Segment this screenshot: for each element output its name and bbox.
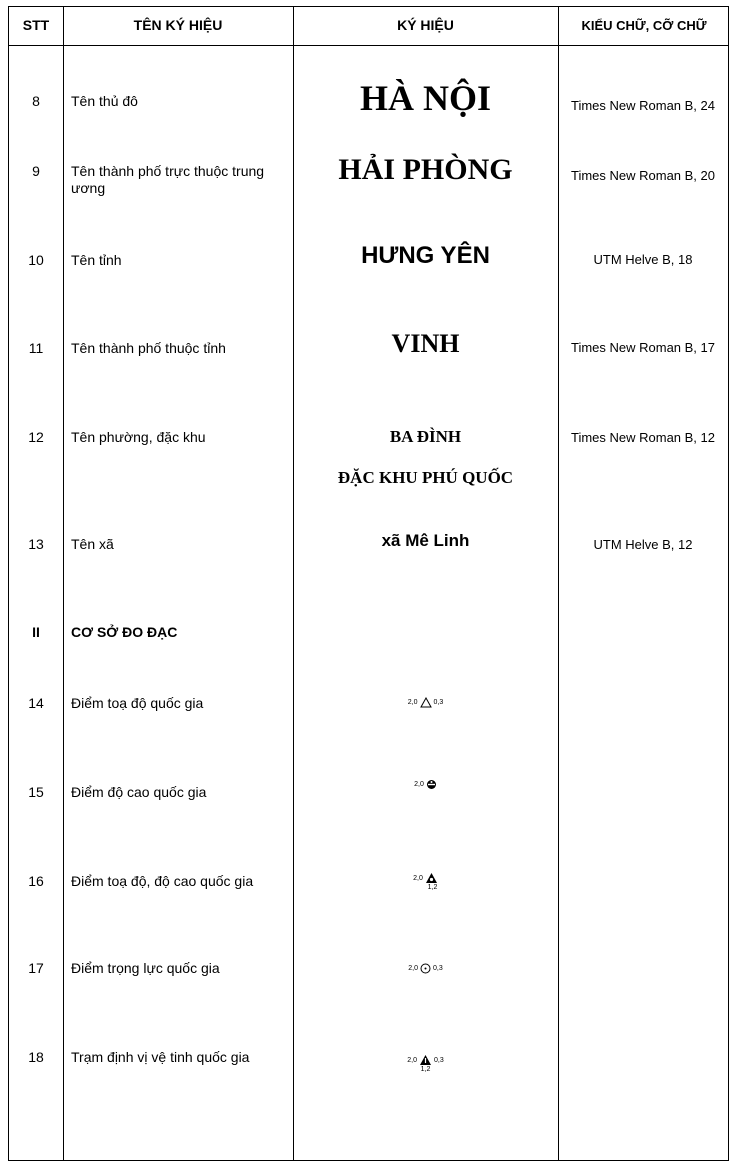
symbol-capital: HÀ NỘI [359, 78, 491, 118]
header-stt: STT [22, 17, 50, 33]
header-divider [9, 45, 728, 46]
row-stt: 13 [28, 536, 44, 552]
circle-cross-icon [426, 779, 437, 790]
table-frame [8, 6, 729, 1161]
row-stt: 15 [28, 784, 44, 800]
satellite-triangle-icon [419, 1054, 432, 1066]
row-stt: 9 [32, 163, 40, 179]
row-stt: 11 [28, 340, 44, 356]
symbol-gravity-point [293, 963, 558, 974]
row-font: Times New Roman B, 12 [570, 430, 715, 445]
row-stt: 14 [28, 695, 44, 711]
dim-label: 2,0 [407, 1056, 417, 1064]
header-symbol: KÝ HIỆU [397, 17, 454, 33]
symbol-coordinate-elevation-point [293, 872, 558, 892]
symbol-province: HƯNG YÊN [361, 242, 490, 269]
dim-label: 1,2 [427, 884, 438, 891]
row-name: Tên thành phố thuộc tỉnh [71, 340, 226, 356]
row-name: Điểm toạ độ, độ cao quốc gia [71, 873, 254, 889]
row-name: Tên xã [71, 536, 114, 552]
dim-label: 2,0 [407, 699, 418, 706]
symbol-satellite-station [293, 1054, 558, 1074]
row-font: Times New Roman B, 17 [570, 340, 715, 355]
row-font: UTM Helve B, 12 [593, 537, 693, 552]
row-stt: 16 [28, 873, 44, 889]
section-title: CƠ SỞ ĐO ĐẠC [71, 624, 178, 640]
row-name: Điểm toạ độ quốc gia [71, 695, 204, 711]
symbol-provincial-city: VINH [391, 329, 460, 358]
triangle-filled-icon [425, 872, 438, 884]
row-stt: 8 [32, 93, 40, 109]
row-font: Times New Roman B, 20 [570, 168, 715, 183]
symbol-city: HẢI PHÒNG [338, 153, 513, 186]
row-name: Điểm trọng lực quốc gia [71, 960, 220, 976]
symbol-ward: BA ĐÌNH [389, 427, 462, 446]
header-font: KIỂU CHỮ, CỠ CHỮ [581, 17, 707, 33]
row-stt: 18 [28, 1049, 44, 1065]
dim-label: 0,3 [434, 1056, 444, 1064]
symbol-special-zone: ĐẶC KHU PHÚ QUỐC [337, 468, 514, 487]
row-stt: 12 [28, 429, 44, 445]
dim-label: 0,3 [433, 699, 444, 706]
symbol-elevation-point [293, 779, 558, 790]
section-stt: II [32, 624, 40, 640]
dim-label: 0,3 [433, 965, 443, 972]
dim-label: 2,0 [413, 874, 423, 882]
dim-label: 2,0 [408, 965, 418, 972]
symbol-coordinate-point [293, 697, 558, 708]
row-font: UTM Helve B, 18 [593, 252, 693, 267]
triangle-outline-icon [420, 697, 432, 708]
row-name: Tên thủ đô [71, 93, 138, 109]
row-name: Tên thành phố trực thuộc trung ương [71, 163, 265, 196]
circle-dot-icon [420, 963, 431, 974]
header-name: TÊN KÝ HIỆU [133, 17, 223, 33]
row-stt: 10 [28, 252, 44, 268]
col-divider [63, 7, 64, 1160]
row-name: Điểm độ cao quốc gia [71, 784, 207, 800]
row-font: Times New Roman B, 24 [570, 98, 715, 113]
row-stt: 17 [28, 960, 44, 976]
row-name: Trạm định vị vệ tinh quốc gia [71, 1049, 250, 1065]
row-name: Tên tỉnh [71, 252, 122, 268]
symbol-commune: xã Mê Linh [381, 531, 470, 550]
dim-label: 1,2 [420, 1066, 431, 1073]
row-name: Tên phường, đặc khu [71, 429, 206, 445]
dim-label: 2,0 [414, 781, 424, 788]
